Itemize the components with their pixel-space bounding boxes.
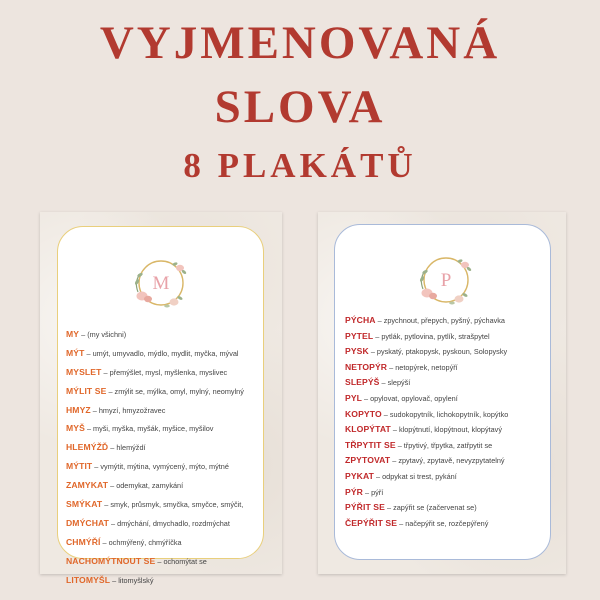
list-item: PYL – opylovat, opylovač, opylení	[345, 392, 458, 403]
list-item: MYSLET – přemýšlet, mysl, myšlenka, myslivec	[66, 366, 228, 377]
list-item: NETOPÝR – netopýrek, netopýří	[345, 361, 458, 372]
list-item: DMÝCHAT – dmýchání, dmychadlo, rozdmýchat	[66, 517, 230, 528]
word-list-m	[66, 325, 266, 589]
list-item: ZAMYKAT – odemykat, zamykání	[66, 480, 184, 491]
list-item: PYKAT – odpykat si trest, pykání	[345, 470, 457, 481]
list-item: MYŠ – myši, myška, myšák, myšice, myšilov	[66, 423, 214, 434]
list-item: PÝŘIT SE – zapýřit se (začervenat se)	[345, 502, 477, 513]
poster-m-card	[57, 226, 264, 585]
monogram-m: M	[152, 273, 170, 294]
list-item: ČEPÝŘIT SE – načepýřit se, rozčepýřený	[345, 517, 489, 528]
list-item: LITOMYŠL – litomyšlský	[66, 574, 154, 585]
poster-p-card	[334, 224, 551, 560]
list-item: KLOPÝTAT – klopýtnutí, klopýtnout, klopýtavý	[345, 424, 502, 435]
list-item: SMÝKAT – smyk, průsmyk, smyčka, smyčce, smýčit,	[66, 499, 244, 510]
list-item: HLEMÝŽĎ – hlemýždí	[66, 442, 146, 453]
floral-wreath-icon	[130, 252, 192, 314]
list-item: PYSK – pyskatý, ptakopysk, pyskoun, Solopysky	[345, 346, 508, 357]
heading-line-2: SLOVA	[214, 81, 386, 133]
list-item: KOPYTO – sudokopytník, lichokopytník, kopýtko	[345, 408, 509, 419]
list-item: SLEPÝŠ – slepýší	[345, 377, 411, 388]
heading-line-1: VYJMENOVANÁ	[99, 17, 501, 69]
floral-wreath-icon	[415, 249, 477, 311]
list-item: NACHOMÝTNOUT SE – ochomýtat se	[66, 555, 207, 566]
word-list-p	[345, 313, 550, 531]
list-item: TŘPYTIT SE – třpytivý, třpytka, zatřpytit se	[345, 439, 493, 450]
list-item: PÝCHA – zpychnout, přepych, pyšný, pýchavka	[345, 315, 505, 325]
list-item: CHMÝŘÍ – ochmýřený, chmýříčka	[66, 536, 182, 547]
list-item: PÝR – pýří	[345, 486, 384, 497]
heading-line-3: 8 PLAKÁTŮ	[183, 146, 417, 185]
list-item: MÝT – umýt, umyvadlo, mýdlo, mydlit, myčka, mýval	[66, 347, 239, 358]
list-item: HMYZ – hmyzí, hmyzožravec	[66, 404, 166, 415]
list-item: ZPYTOVAT – zpytavý, zpytavě, nevyzpytatelný	[345, 455, 505, 466]
monogram-p: P	[440, 270, 452, 291]
poster-m	[40, 212, 282, 585]
list-item: PYTEL – pytlák, pytlovina, pytlík, strašpytel	[345, 330, 490, 341]
poster-p	[318, 212, 566, 574]
list-item: MÝLIT SE – zmýlit se, mýlka, omyl, mylný, neomylný	[66, 385, 244, 396]
list-item: MÝTIT – vymýtit, mýtina, vymýcený, mýto, mýtné	[66, 461, 229, 472]
list-item: MY – (my všichni)	[66, 329, 127, 339]
